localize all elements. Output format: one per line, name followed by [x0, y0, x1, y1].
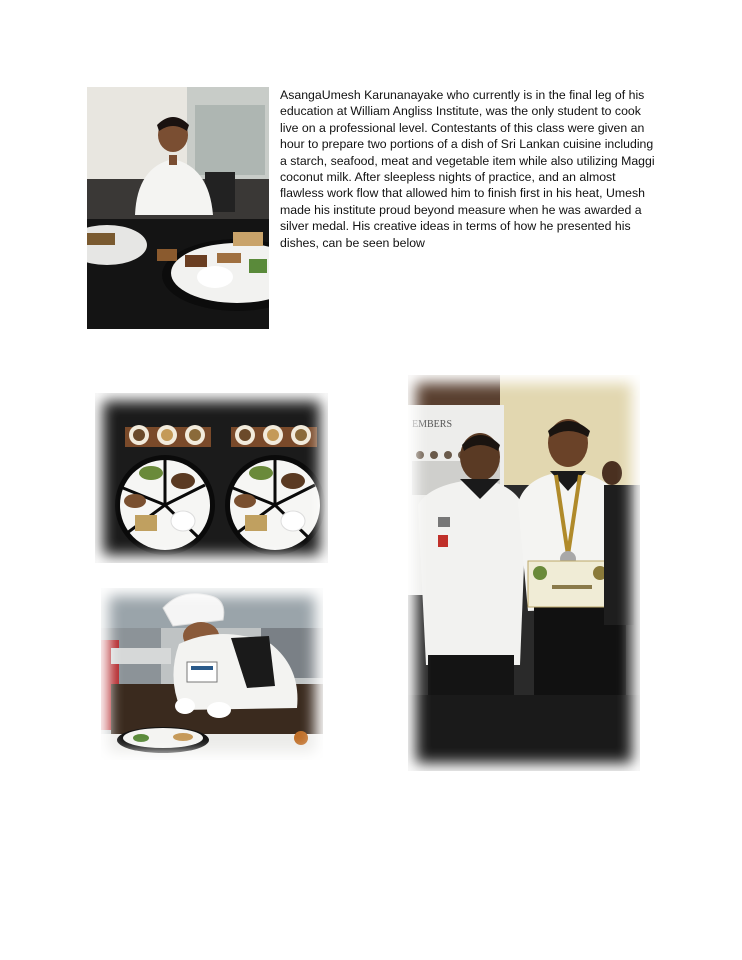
banner-text: EMBERS: [412, 419, 453, 430]
award-ceremony-photo: [408, 375, 640, 771]
chef-at-table-photo: [87, 87, 269, 329]
article-paragraph: AsangaUmesh Karunanayake who currently is in the final leg of his education at William Angliss Institute, was the only student to cook live on a professional level. Contestants of this class were given an hour to prepare two portions of a dish of Sri Lankan cuisine including a starch, seafood, meat and vegetable item while also utilizing Maggi coconut milk. After sleepless nights of practice, and an almost flawless work flow that allowed him to finish first in his heat, Umesh made his institute proud beyond measure when he was awarded a silver medal. His creative ideas in terms of how he presented his dishes, can be seen below: [280, 88, 655, 250]
chef-plating-photo: [101, 588, 323, 760]
plated-dishes-photo: [95, 393, 328, 563]
